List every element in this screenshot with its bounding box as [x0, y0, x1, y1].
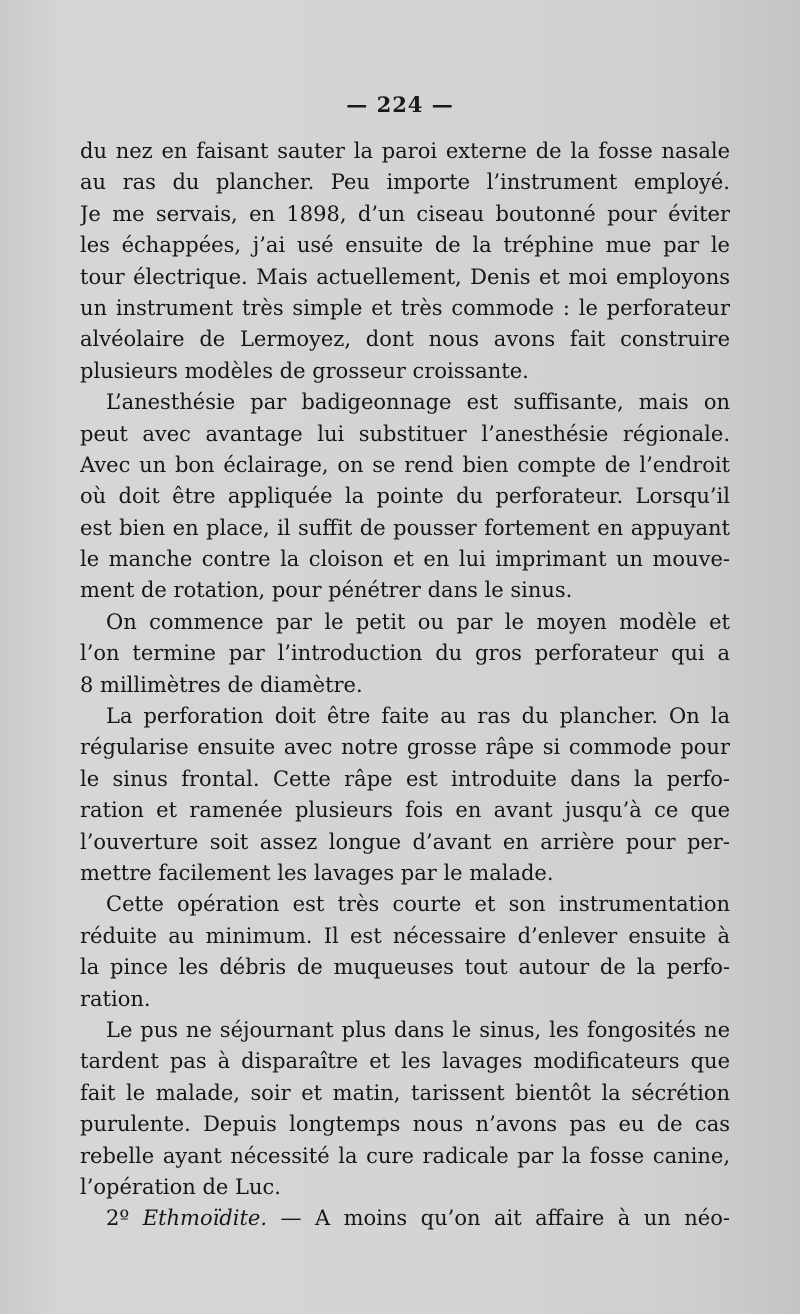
text-line: plusieurs modèles de grosseur croissante. [80, 358, 529, 383]
section-text: — A moins qu’on ait affaire à un néo- [280, 1206, 730, 1231]
text-line: où doit être appliquée la pointe du perforateur. Lorsqu’il [80, 484, 730, 509]
section-number: 2º [106, 1206, 130, 1231]
text-line: les échappées, j’ai usé ensuite de la tréphine mue par le [80, 233, 730, 258]
text-line: l’on termine par l’introduction du gros perforateur qui a [80, 641, 730, 666]
text-line: au ras du plancher. Peu importe l’instrument employé. [80, 170, 730, 195]
text-line: rebelle ayant nécessité la cure radicale par la fosse canine, [80, 1143, 730, 1168]
text-line-section-heading [80, 1203, 730, 1234]
text-line: le sinus frontal. Cette râpe est introduite dans la perfo- [80, 766, 730, 791]
text-line: la pince les débris de muqueuses tout autour de la perfo- [80, 955, 730, 980]
text-line: Le pus ne séjournant plus dans le sinus, les fongosités ne [106, 1017, 730, 1042]
text-line: tour électrique. Mais actuellement, Denis et moi employons [80, 264, 730, 289]
text-line: réduite au minimum. Il est nécessaire d’enlever ensuite à [80, 923, 730, 948]
text-line: régularise ensuite avec notre grosse râpe si commode pour [80, 735, 730, 760]
text-line: l’opération de Luc. [80, 1174, 281, 1199]
text-line: ration. [80, 986, 151, 1011]
text-line: le manche contre la cloison et en lui imprimant un mouve- [80, 547, 730, 572]
text-line: On commence par le petit ou par le moyen modèle et [106, 609, 730, 634]
page-number: — 224 — [346, 92, 454, 117]
text-line: peut avec avantage lui substituer l’anesthésie régionale. [80, 421, 730, 446]
text-line: est bien en place, il suffit de pousser fortement en appuyant [80, 515, 730, 540]
text-line: tardent pas à disparaître et les lavages modificateurs que [80, 1049, 730, 1074]
text-line: un instrument très simple et très commode : le perforateur [80, 295, 730, 320]
text-line: 8 millimètres de diamètre. [80, 672, 363, 697]
text-line: ration et ramenée plusieurs fois en avant jusqu’à ce que [80, 798, 730, 823]
text-line: L’anesthésie par badigeonnage est suffisante, mais on [106, 390, 730, 415]
text-line: La perforation doit être faite au ras du plancher. On la [106, 704, 730, 729]
body-text [80, 136, 730, 1235]
text-line: fait le malade, soir et matin, tarissent bientôt la sécrétion [80, 1080, 730, 1105]
text-line: Avec un bon éclairage, on se rend bien compte de l’endroit [80, 452, 730, 477]
text-line: ment de rotation, pour pénétrer dans le sinus. [80, 578, 573, 603]
text-line: purulente. Depuis longtemps nous n’avons pas eu de cas [80, 1112, 730, 1137]
text-line: Cette opération est très courte et son instrumentation [106, 892, 730, 917]
section-heading: Ethmoïdite. [142, 1206, 268, 1231]
text-line: mettre facilement les lavages par le malade. [80, 860, 554, 885]
text-line: l’ouverture soit assez longue d’avant en arrière pour per- [80, 829, 730, 854]
text-line: alvéolaire de Lermoyez, dont nous avons fait construire [80, 327, 730, 352]
text-line: Je me servais, en 1898, d’un ciseau boutonné pour éviter [80, 201, 730, 226]
text-line: du nez en faisant sauter la paroi externe de la fosse nasale [80, 139, 730, 163]
